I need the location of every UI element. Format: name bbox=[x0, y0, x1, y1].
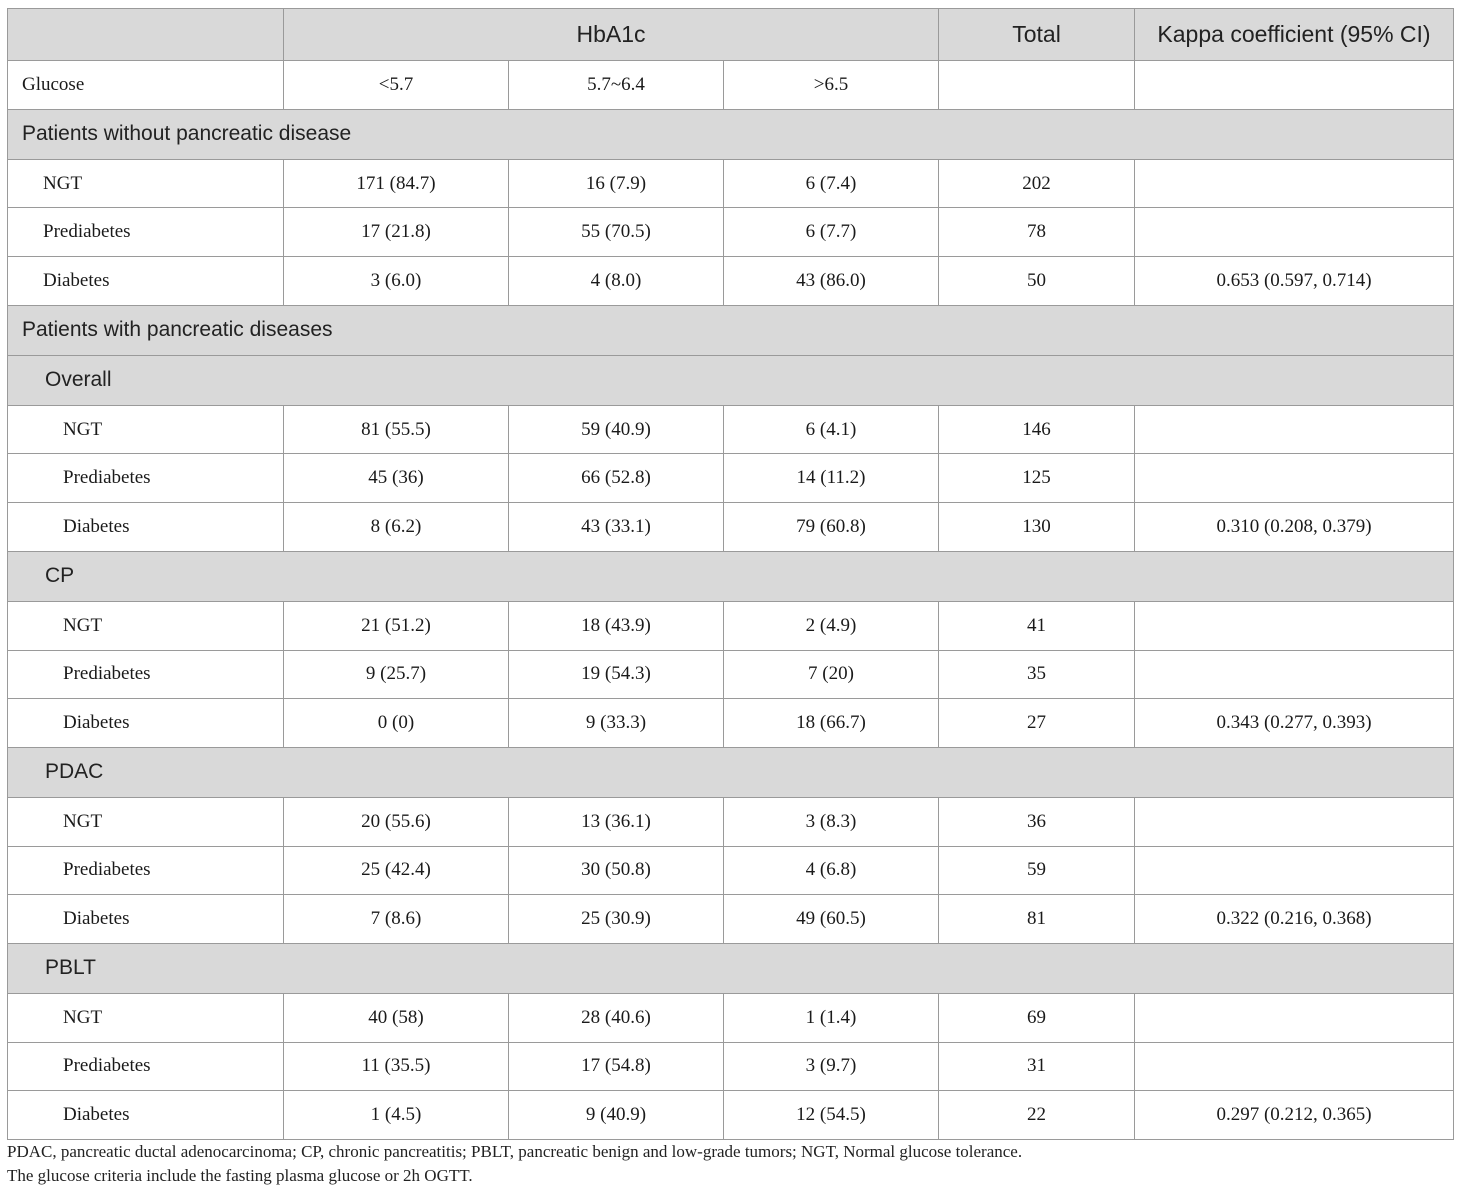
row-label: Prediabetes bbox=[8, 846, 284, 895]
cell-kappa bbox=[1135, 797, 1454, 846]
cell-c1: 7 (8.6) bbox=[284, 895, 509, 944]
subheader-kappa bbox=[1135, 61, 1454, 110]
cell-kappa bbox=[1135, 405, 1454, 454]
cell-c3: 6 (7.7) bbox=[724, 208, 939, 257]
cell-kappa: 0.322 (0.216, 0.368) bbox=[1135, 895, 1454, 944]
cell-c1: 21 (51.2) bbox=[284, 601, 509, 650]
header-total: Total bbox=[939, 9, 1135, 61]
row-label: Diabetes bbox=[8, 699, 284, 748]
header-row bbox=[8, 9, 1454, 61]
cell-c1: 81 (55.5) bbox=[284, 405, 509, 454]
table-row bbox=[8, 650, 1454, 699]
cell-c3: 6 (4.1) bbox=[724, 405, 939, 454]
cell-c1: 9 (25.7) bbox=[284, 650, 509, 699]
header-kappa: Kappa coefficient (95% CI) bbox=[1135, 9, 1454, 61]
subheader-glucose: Glucose bbox=[8, 61, 284, 110]
cell-total: 22 bbox=[939, 1091, 1135, 1140]
table-row bbox=[8, 993, 1454, 1042]
subheader-row bbox=[8, 61, 1454, 110]
table-row bbox=[8, 895, 1454, 944]
cell-c1: 3 (6.0) bbox=[284, 257, 509, 306]
table-row bbox=[8, 159, 1454, 208]
cell-kappa: 0.653 (0.597, 0.714) bbox=[1135, 257, 1454, 306]
footnote-abbreviations: PDAC, pancreatic ductal adenocarcinoma; CP, chronic pancreatitis; PBLT, pancreatic benign and low-grade tumors; NGT, Normal glucose tolerance. bbox=[7, 1142, 1023, 1161]
cell-c3: 79 (60.8) bbox=[724, 503, 939, 552]
subheader-c3: >6.5 bbox=[724, 61, 939, 110]
cell-total: 130 bbox=[939, 503, 1135, 552]
cell-c2: 9 (40.9) bbox=[509, 1091, 724, 1140]
cell-c1: 171 (84.7) bbox=[284, 159, 509, 208]
cell-c1: 1 (4.5) bbox=[284, 1091, 509, 1140]
group-header-row bbox=[8, 943, 1454, 993]
section-without-title: Patients without pancreatic disease bbox=[8, 109, 1454, 159]
header-hba1c: HbA1c bbox=[284, 9, 939, 61]
cell-kappa bbox=[1135, 993, 1454, 1042]
footnote-criteria: The glucose criteria include the fasting plasma glucose or 2h OGTT. bbox=[7, 1166, 473, 1185]
cell-kappa bbox=[1135, 601, 1454, 650]
row-label: NGT bbox=[8, 797, 284, 846]
cell-total: 27 bbox=[939, 699, 1135, 748]
header-blank bbox=[8, 9, 284, 61]
row-label: Prediabetes bbox=[8, 454, 284, 503]
cell-total: 36 bbox=[939, 797, 1135, 846]
cell-total: 31 bbox=[939, 1042, 1135, 1091]
cell-kappa bbox=[1135, 846, 1454, 895]
section-without-row bbox=[8, 109, 1454, 159]
cell-c3: 4 (6.8) bbox=[724, 846, 939, 895]
cell-total: 35 bbox=[939, 650, 1135, 699]
group-header-row bbox=[8, 747, 1454, 797]
cell-c3: 18 (66.7) bbox=[724, 699, 939, 748]
row-label: NGT bbox=[8, 159, 284, 208]
section-with-row bbox=[8, 305, 1454, 355]
table-row bbox=[8, 601, 1454, 650]
row-label: NGT bbox=[8, 405, 284, 454]
cell-c2: 25 (30.9) bbox=[509, 895, 724, 944]
cell-c1: 20 (55.6) bbox=[284, 797, 509, 846]
hba1c-glucose-table bbox=[7, 8, 1454, 1140]
group-title: PBLT bbox=[8, 943, 1454, 993]
cell-c2: 13 (36.1) bbox=[509, 797, 724, 846]
table-footnotes bbox=[7, 1140, 1453, 1188]
cell-c3: 12 (54.5) bbox=[724, 1091, 939, 1140]
table-row bbox=[8, 1042, 1454, 1091]
table-row bbox=[8, 503, 1454, 552]
cell-total: 81 bbox=[939, 895, 1135, 944]
cell-total: 50 bbox=[939, 257, 1135, 306]
cell-kappa: 0.297 (0.212, 0.365) bbox=[1135, 1091, 1454, 1140]
cell-c2: 18 (43.9) bbox=[509, 601, 724, 650]
cell-c1: 0 (0) bbox=[284, 699, 509, 748]
table-row bbox=[8, 846, 1454, 895]
table-row bbox=[8, 257, 1454, 306]
row-label: NGT bbox=[8, 601, 284, 650]
cell-kappa bbox=[1135, 1042, 1454, 1091]
cell-c2: 9 (33.3) bbox=[509, 699, 724, 748]
cell-c2: 28 (40.6) bbox=[509, 993, 724, 1042]
cell-c1: 40 (58) bbox=[284, 993, 509, 1042]
cell-c3: 14 (11.2) bbox=[724, 454, 939, 503]
cell-kappa bbox=[1135, 650, 1454, 699]
cell-total: 146 bbox=[939, 405, 1135, 454]
cell-c3: 43 (86.0) bbox=[724, 257, 939, 306]
row-label: Prediabetes bbox=[8, 208, 284, 257]
row-label: Prediabetes bbox=[8, 1042, 284, 1091]
cell-total: 59 bbox=[939, 846, 1135, 895]
cell-c2: 66 (52.8) bbox=[509, 454, 724, 503]
row-label: NGT bbox=[8, 993, 284, 1042]
group-header-row bbox=[8, 551, 1454, 601]
cell-kappa: 0.310 (0.208, 0.379) bbox=[1135, 503, 1454, 552]
cell-c2: 17 (54.8) bbox=[509, 1042, 724, 1091]
cell-total: 78 bbox=[939, 208, 1135, 257]
cell-c1: 25 (42.4) bbox=[284, 846, 509, 895]
cell-kappa bbox=[1135, 159, 1454, 208]
cell-c3: 7 (20) bbox=[724, 650, 939, 699]
cell-c2: 19 (54.3) bbox=[509, 650, 724, 699]
group-title: PDAC bbox=[8, 747, 1454, 797]
table-row bbox=[8, 699, 1454, 748]
row-label: Diabetes bbox=[8, 1091, 284, 1140]
table-row bbox=[8, 797, 1454, 846]
group-title: CP bbox=[8, 551, 1454, 601]
cell-c3: 2 (4.9) bbox=[724, 601, 939, 650]
cell-c3: 1 (1.4) bbox=[724, 993, 939, 1042]
cell-total: 202 bbox=[939, 159, 1135, 208]
group-title: Overall bbox=[8, 355, 1454, 405]
cell-c3: 49 (60.5) bbox=[724, 895, 939, 944]
group-header-row bbox=[8, 355, 1454, 405]
cell-c1: 8 (6.2) bbox=[284, 503, 509, 552]
row-label: Diabetes bbox=[8, 895, 284, 944]
row-label: Diabetes bbox=[8, 257, 284, 306]
row-label: Prediabetes bbox=[8, 650, 284, 699]
section-with-title: Patients with pancreatic diseases bbox=[8, 305, 1454, 355]
cell-c1: 11 (35.5) bbox=[284, 1042, 509, 1091]
cell-c2: 30 (50.8) bbox=[509, 846, 724, 895]
subheader-c1: <5.7 bbox=[284, 61, 509, 110]
cell-c2: 4 (8.0) bbox=[509, 257, 724, 306]
cell-total: 69 bbox=[939, 993, 1135, 1042]
cell-c2: 43 (33.1) bbox=[509, 503, 724, 552]
cell-c3: 6 (7.4) bbox=[724, 159, 939, 208]
cell-c3: 3 (9.7) bbox=[724, 1042, 939, 1091]
table-row bbox=[8, 208, 1454, 257]
cell-c1: 17 (21.8) bbox=[284, 208, 509, 257]
table-row bbox=[8, 454, 1454, 503]
cell-total: 125 bbox=[939, 454, 1135, 503]
cell-kappa bbox=[1135, 454, 1454, 503]
cell-kappa bbox=[1135, 208, 1454, 257]
cell-c2: 55 (70.5) bbox=[509, 208, 724, 257]
cell-kappa: 0.343 (0.277, 0.393) bbox=[1135, 699, 1454, 748]
cell-total: 41 bbox=[939, 601, 1135, 650]
subheader-c2: 5.7~6.4 bbox=[509, 61, 724, 110]
subheader-total bbox=[939, 61, 1135, 110]
table-row bbox=[8, 1091, 1454, 1140]
table-row bbox=[8, 405, 1454, 454]
cell-c3: 3 (8.3) bbox=[724, 797, 939, 846]
row-label: Diabetes bbox=[8, 503, 284, 552]
cell-c2: 59 (40.9) bbox=[509, 405, 724, 454]
cell-c2: 16 (7.9) bbox=[509, 159, 724, 208]
cell-c1: 45 (36) bbox=[284, 454, 509, 503]
